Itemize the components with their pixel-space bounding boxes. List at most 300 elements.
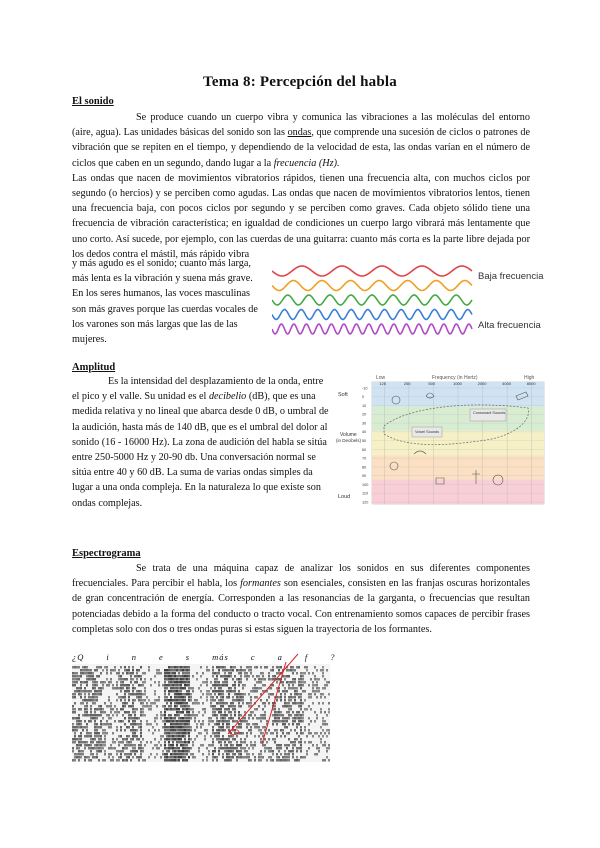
term-frecuencia: frecuencia (Hz). [273, 157, 340, 169]
spectrogram-cell [94, 684, 96, 687]
spectrogram-cell [214, 723, 216, 726]
spectrogram-cell [170, 687, 172, 690]
spectrogram-cell [98, 750, 100, 753]
spectrogram-cell [208, 744, 210, 747]
spectrogram-cell [220, 714, 222, 717]
spectrogram-cell [240, 744, 242, 747]
spectrogram-cell [222, 726, 224, 729]
spectrogram-cell [212, 759, 214, 762]
spectrogram-cell [106, 669, 108, 672]
spectrogram-cell [304, 729, 306, 732]
spectrogram-cell [298, 666, 300, 669]
spectrogram-cell [250, 759, 252, 762]
spectrogram-cell [164, 732, 166, 735]
spectrogram-cell [156, 747, 158, 750]
spectrogram-cell [246, 735, 248, 738]
spectrogram-cell [142, 714, 144, 717]
spectrogram-cell [232, 720, 234, 723]
spectrogram-cell [254, 756, 256, 759]
spectrogram-cell [106, 678, 108, 681]
spectrogram-cell [216, 717, 218, 720]
spectrogram-cell [302, 681, 304, 684]
spectrogram-cell [122, 747, 124, 750]
spectrogram-cell [86, 744, 88, 747]
spectrogram-cell [248, 714, 250, 717]
spectrogram-cell [228, 750, 230, 753]
spectrogram-cell [120, 726, 122, 729]
spectrogram-cell [264, 717, 266, 720]
spectrogram-cell [136, 681, 138, 684]
spectrogram-cell [132, 705, 134, 708]
spectrogram-cell [114, 687, 116, 690]
spectrogram-cell [100, 711, 102, 714]
spectrogram-cell [134, 687, 136, 690]
spectrogram-cell [184, 735, 186, 738]
spectrogram-cell [312, 684, 314, 687]
spectrogram-cell [140, 729, 142, 732]
spectrogram-cell [234, 714, 236, 717]
chart-freq-tick: 125 [379, 381, 386, 386]
spectrogram-cell [186, 690, 188, 693]
spectrogram-cell [264, 705, 266, 708]
spectrogram-cell [288, 759, 290, 762]
spectrogram-cell [244, 750, 246, 753]
spectrogram-cell [142, 699, 144, 702]
spectrogram-cell [216, 678, 218, 681]
chart-freq-tick: 2000 [477, 381, 487, 386]
spectrogram-cell [142, 750, 144, 753]
spectrogram-cell [258, 729, 260, 732]
spectrogram-cell [118, 687, 120, 690]
spectrogram-cell [284, 678, 286, 681]
spectrogram-cell [222, 699, 224, 702]
spectrogram-cell [226, 726, 228, 729]
spectrogram-cell [244, 756, 246, 759]
spectrogram-cell [236, 669, 238, 672]
spectrogram-cell [80, 726, 82, 729]
spectrogram-cell [200, 726, 202, 729]
spectrogram-cell [250, 702, 252, 705]
spectrogram-cell [200, 744, 202, 747]
spectrogram-cell [110, 681, 112, 684]
spectrogram-cell [174, 747, 176, 750]
spectrogram-cell [124, 702, 126, 705]
spectrogram-cell [174, 672, 176, 675]
spectrogram-cell [258, 675, 260, 678]
spectrogram-cell [260, 738, 262, 741]
spectrogram-cell [178, 711, 180, 714]
spectrogram-cell [200, 690, 202, 693]
spectrogram-cell [134, 723, 136, 726]
spectrogram-cell [280, 666, 282, 669]
spectrogram-cell [302, 732, 304, 735]
spectrogram-cell [258, 681, 260, 684]
spectrogram-cell [286, 690, 288, 693]
spectrogram-cell [124, 738, 126, 741]
spectrogram-cell [160, 735, 162, 738]
spectrogram-cell [130, 678, 132, 681]
spectrogram-cell [96, 717, 98, 720]
spectrogram-cell [286, 675, 288, 678]
spectrogram-cell [304, 756, 306, 759]
spectrogram-cell [290, 729, 292, 732]
spectrogram-cell [292, 681, 294, 684]
spectrogram-cell [314, 675, 316, 678]
spectrogram-cell [296, 717, 298, 720]
spectrogram-cell [256, 681, 258, 684]
spectrogram-cell [144, 759, 146, 762]
spectrogram-cell [284, 720, 286, 723]
spectrogram-cell [250, 711, 252, 714]
spectrogram-cell [182, 729, 184, 732]
spectrogram-cell [228, 741, 230, 744]
spectrogram-cell [118, 744, 120, 747]
spectrogram-cell [292, 741, 294, 744]
spectrogram-cell [124, 690, 126, 693]
spectrogram-cell [108, 747, 110, 750]
spectrogram-cell [284, 696, 286, 699]
spectrogram-cell [126, 741, 128, 744]
spectrogram-cell [136, 693, 138, 696]
spectrogram-cell [86, 708, 88, 711]
spectrogram-cell [108, 714, 110, 717]
spectrogram-cell [270, 678, 272, 681]
spectrogram-cell [322, 723, 324, 726]
spectrogram-cell [172, 690, 174, 693]
spectrogram-cell [316, 681, 318, 684]
spectrogram-cell [72, 711, 74, 714]
spectrogram-cell [92, 684, 94, 687]
spectrogram-cell [72, 705, 74, 708]
spectrogram-cell [236, 699, 238, 702]
spectrogram-cell [182, 750, 184, 753]
spectrogram-cell [212, 732, 214, 735]
spectrogram-cell [172, 747, 174, 750]
spectrogram-cell [80, 744, 82, 747]
spectrogram-cell [110, 726, 112, 729]
spectrogram-cell [78, 708, 80, 711]
spectrogram-cell [282, 729, 284, 732]
chart-consonant-label: Consonant Sounds [473, 411, 506, 415]
spectrogram-cell [138, 759, 140, 762]
spectrogram-cell [176, 678, 178, 681]
spectrogram-cell [78, 738, 80, 741]
spectrogram-cell [174, 726, 176, 729]
spectrogram-cell [242, 741, 244, 744]
spectrogram-cell [254, 726, 256, 729]
spectrogram-cell [156, 672, 158, 675]
spectrogram-cell [132, 717, 134, 720]
spectrogram-cell [154, 756, 156, 759]
spectrogram-cell [324, 720, 326, 723]
spectrogram-cell [214, 672, 216, 675]
spectrogram-cell [176, 681, 178, 684]
spectrogram-cell [102, 747, 104, 750]
heading-espectrograma: Espectrograma [72, 548, 141, 559]
spectrogram-cell [250, 714, 252, 717]
spectrogram-cell [264, 714, 266, 717]
spectrogram-cell [130, 723, 132, 726]
spectrogram-cell [152, 732, 154, 735]
spectrogram-cell [300, 750, 302, 753]
spectrogram-cell [312, 672, 314, 675]
spectrogram-cell [132, 711, 134, 714]
spectrogram-cell [168, 759, 170, 762]
spectrogram-cell [126, 759, 128, 762]
spectrogram-cell [128, 693, 130, 696]
spectrogram-cell [314, 732, 316, 735]
spectrogram-cell [128, 720, 130, 723]
spectrogram-cell [192, 744, 194, 747]
spectrogram-cell [86, 714, 88, 717]
spectrogram-cell [234, 681, 236, 684]
spectrogram-cell [298, 714, 300, 717]
spectrogram-cell [216, 729, 218, 732]
spectrogram-cell [188, 726, 190, 729]
spectrogram-cell [104, 666, 106, 669]
spectrogram-cell [86, 681, 88, 684]
spectrogram-cell [146, 705, 148, 708]
spectrogram-cell [298, 717, 300, 720]
spectrogram-cell [236, 735, 238, 738]
spectrogram-cell [192, 708, 194, 711]
spectrogram-cell [322, 717, 324, 720]
spectrogram-cell [222, 705, 224, 708]
spectrogram-cell [244, 717, 246, 720]
spectrogram-cell [140, 753, 142, 756]
spectrogram-cell [288, 738, 290, 741]
spectrogram-cell [214, 750, 216, 753]
spectrogram-cell [134, 693, 136, 696]
spectrogram-cell [210, 735, 212, 738]
spectrogram-cell [276, 681, 278, 684]
spectrogram-cell [218, 702, 220, 705]
wave-label-high: Alta frecuencia [478, 320, 541, 331]
spectrogram-cell [288, 711, 290, 714]
spectrogram-cell [272, 684, 274, 687]
spectrogram-cell [218, 738, 220, 741]
spectrogram-cell [226, 690, 228, 693]
spectrogram-cell [228, 759, 230, 762]
spectrogram-cell [142, 702, 144, 705]
spectrogram-cell [328, 702, 330, 705]
spectrogram-cell [268, 696, 270, 699]
spectrogram-cell [74, 675, 76, 678]
spectrogram-cell [282, 720, 284, 723]
spectrogram-cell [156, 753, 158, 756]
spectrogram-cell [172, 738, 174, 741]
spectrogram-cell [302, 702, 304, 705]
spectrogram-cell [74, 759, 76, 762]
spectrogram-cell [80, 693, 82, 696]
spectrogram-cell [128, 726, 130, 729]
spectrogram-cell [176, 684, 178, 687]
spectrogram-cell [98, 732, 100, 735]
spectrogram-cell [178, 684, 180, 687]
spectrogram-cell [308, 729, 310, 732]
spectrogram-cell [96, 675, 98, 678]
spectrogram-cell [250, 729, 252, 732]
spectrogram-cell [184, 675, 186, 678]
spectrogram-cell [234, 684, 236, 687]
spectrogram-cell [288, 708, 290, 711]
spectrogram-cell [290, 681, 292, 684]
spectrogram-cell [322, 744, 324, 747]
spectrogram-cell [84, 726, 86, 729]
spectrogram-cell [128, 735, 130, 738]
spectrogram-cell [316, 687, 318, 690]
spectrogram-cell [218, 720, 220, 723]
spectrogram-cell [86, 741, 88, 744]
spectrogram-cell [94, 678, 96, 681]
spectrogram-cell [296, 750, 298, 753]
spectrogram-cell [146, 723, 148, 726]
spectrogram-cell [94, 726, 96, 729]
spectrogram-cell [164, 714, 166, 717]
spectrogram-cell [80, 735, 82, 738]
spectrogram-cell [176, 735, 178, 738]
spectrogram-cell [124, 666, 126, 669]
spectrogram-cell [320, 726, 322, 729]
spectrogram-cell [328, 744, 330, 747]
spectrogram-cell [182, 708, 184, 711]
spectrogram-cell [90, 747, 92, 750]
spectrogram-cell [88, 756, 90, 759]
spectrogram-cell [180, 729, 182, 732]
spectrogram-cell [296, 726, 298, 729]
spectrogram-cell [304, 672, 306, 675]
spectrogram-cell [184, 696, 186, 699]
spectrogram-cell [264, 744, 266, 747]
spectrogram-cell [72, 738, 74, 741]
spectrogram-cell [232, 708, 234, 711]
spectrogram-cell [174, 738, 176, 741]
spectrogram-cell [186, 678, 188, 681]
spectrogram-cell [178, 738, 180, 741]
spectrogram-cell [80, 696, 82, 699]
spectrogram-cell [80, 675, 82, 678]
spectrogram-cell [90, 672, 92, 675]
spectrogram-cell [188, 675, 190, 678]
spectrogram-cell [320, 732, 322, 735]
spectrogram-cell [78, 720, 80, 723]
spectrogram-cell [112, 732, 114, 735]
spectrogram-cell [150, 705, 152, 708]
spectrogram-cell [80, 684, 82, 687]
spectrogram-cell [300, 678, 302, 681]
spectrogram-cell [242, 687, 244, 690]
spectrogram-cell [190, 696, 192, 699]
spectrogram-cell [280, 753, 282, 756]
spectrogram-cell [286, 753, 288, 756]
spectrogram-cell [280, 714, 282, 717]
spectrogram-cell [274, 720, 276, 723]
spectrogram-cell [170, 723, 172, 726]
spectrogram-cell [272, 723, 274, 726]
spectrogram-cell [224, 666, 226, 669]
spectrogram-cell [102, 711, 104, 714]
spectrogram-cell [142, 747, 144, 750]
spectrogram-cell [132, 720, 134, 723]
spectrogram-cell [118, 735, 120, 738]
spectrogram-cell [238, 756, 240, 759]
spectrogram-cell [288, 756, 290, 759]
spectrogram-cell [172, 735, 174, 738]
spectrogram-cell [176, 753, 178, 756]
spectrogram-cell [232, 696, 234, 699]
spectrogram-cell [130, 672, 132, 675]
spectrogram-cell [308, 672, 310, 675]
spectrogram-cell [226, 696, 228, 699]
spectrogram-cell [176, 675, 178, 678]
spectrogram-cell [244, 672, 246, 675]
spectrogram-cell [276, 759, 278, 762]
spectrogram-cell [96, 732, 98, 735]
spectrogram-cell [120, 708, 122, 711]
spectrogram-cell [80, 702, 82, 705]
phrase-token: c [250, 652, 256, 662]
chart-low-label: Low [376, 375, 386, 381]
spectrogram-cell [118, 669, 120, 672]
spectrogram-cell [234, 747, 236, 750]
spectrogram-cell [270, 747, 272, 750]
spectrogram-cell [202, 714, 204, 717]
chart-db-tick: 100 [362, 482, 369, 487]
spectrogram-cell [192, 741, 194, 744]
chart-volume-label: Volume [340, 432, 357, 438]
term-ondas: ondas [287, 127, 312, 139]
spectrogram-cell [100, 666, 102, 669]
spectrogram-cell [178, 753, 180, 756]
spectrogram-cell [112, 708, 114, 711]
spectrogram-cell [248, 747, 250, 750]
spectrogram-cell [240, 714, 242, 717]
spectrogram-cell [164, 705, 166, 708]
spectrogram-cell [172, 729, 174, 732]
spectrogram-cell [86, 756, 88, 759]
spectrogram-cell [234, 720, 236, 723]
spectrogram-cell [178, 726, 180, 729]
spectrogram-cell [174, 702, 176, 705]
spectrogram-cell [190, 717, 192, 720]
spectrogram-cell [94, 735, 96, 738]
spectrogram-cell [186, 750, 188, 753]
spectrogram-cell [90, 750, 92, 753]
spectrogram-cell [178, 717, 180, 720]
spectrogram-cell [212, 666, 214, 669]
spectrogram-cell [242, 669, 244, 672]
spectrogram-cell [78, 693, 80, 696]
spectrogram-cell [108, 681, 110, 684]
paragraph-sonido [72, 110, 530, 262]
spectrogram-cell [92, 696, 94, 699]
spectrogram-cell [240, 753, 242, 756]
spectrogram-cell [78, 726, 80, 729]
spectrogram-cell [84, 696, 86, 699]
spectrogram-cell [186, 711, 188, 714]
spectrogram-cell [218, 747, 220, 750]
spectrogram-cell [128, 666, 130, 669]
spectrogram-cell [76, 726, 78, 729]
spectrogram-cell [164, 696, 166, 699]
spectrogram-cell [296, 723, 298, 726]
spectrogram-cell [216, 759, 218, 762]
spectrogram-cell [260, 681, 262, 684]
spectrogram-cell [78, 690, 80, 693]
spectrogram-cell [120, 729, 122, 732]
spectrogram-cell [234, 693, 236, 696]
spectrogram-cell [122, 684, 124, 687]
